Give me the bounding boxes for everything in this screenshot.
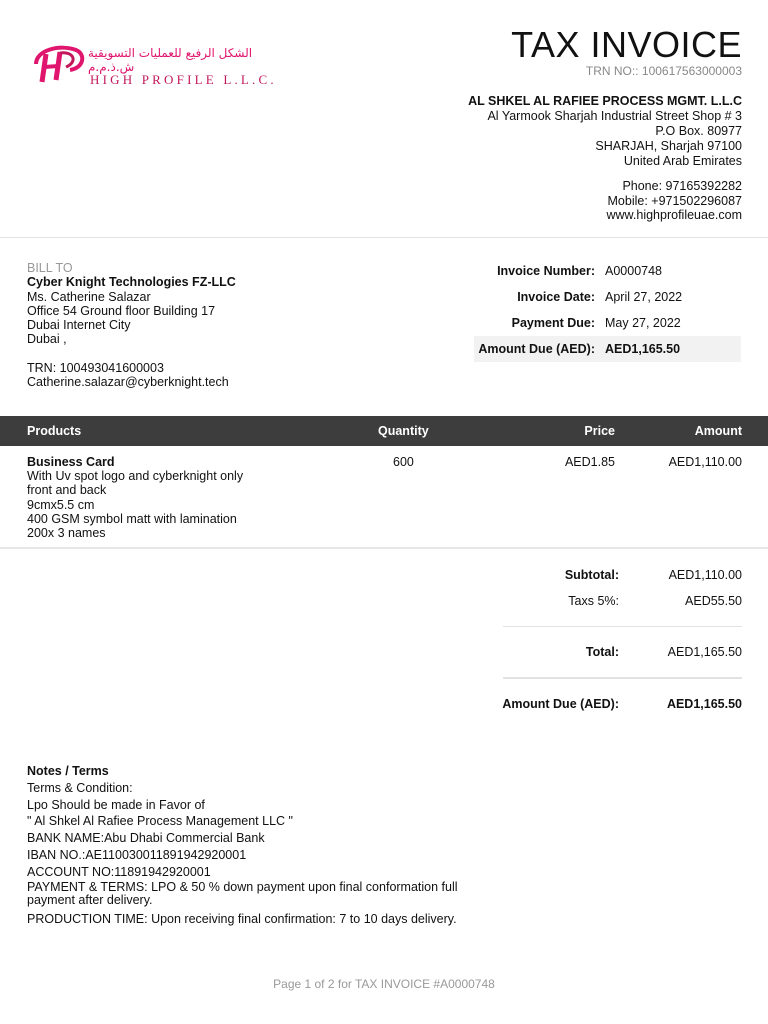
bill-to-line: Dubai Internet City <box>27 318 131 333</box>
product-description-line: 200x 3 names <box>27 526 106 541</box>
notes-line: ACCOUNT NO:11891942920001 <box>27 864 211 879</box>
bill-to-line: Office 54 Ground floor Building 17 <box>27 303 216 318</box>
tax-label: Taxs 5%: <box>568 594 619 608</box>
meta-label: Amount Due (AED): <box>478 342 595 356</box>
notes-line: Lpo Should be made in Favor of <box>27 797 205 812</box>
items-table-header <box>0 416 768 446</box>
notes-line: " Al Shkel Al Rafiee Process Management LLC " <box>27 814 293 829</box>
invoice-meta <box>474 258 741 362</box>
product-description-line: With Uv spot logo and cyberknight only <box>27 469 244 484</box>
company-contact <box>607 179 743 223</box>
notes-line: BANK NAME:Abu Dhabi Commercial Bank <box>27 831 265 846</box>
meta-value: AED1,165.50 <box>605 342 681 356</box>
header-divider <box>0 237 768 238</box>
notes-block <box>27 763 458 927</box>
bill-to-company: Cyber Knight Technologies FZ-LLC <box>27 275 236 290</box>
company-address-line: P.O Box. 80977 <box>655 124 742 138</box>
meta-value: May 27, 2022 <box>605 316 681 330</box>
total-label: Total: <box>585 645 619 659</box>
meta-value: April 27, 2022 <box>605 290 683 304</box>
meta-row-invoice-number <box>474 258 741 284</box>
company-phone: Phone: 97165392282 <box>622 179 742 193</box>
totals-divider <box>503 677 742 679</box>
bill-to-email: Catherine.salazar@cyberknight.tech <box>27 375 229 390</box>
company-logo <box>30 42 275 94</box>
company-name: AL SHKEL AL RAFIEE PROCESS MGMT. L.L.C <box>468 94 742 108</box>
tax-value: AED55.50 <box>685 594 742 608</box>
header-quantity: Quantity <box>378 424 429 438</box>
company-address-line: Al Yarmook Sharjah Industrial Street Shop # 3 <box>487 109 742 123</box>
meta-label: Payment Due: <box>511 316 595 330</box>
quantity-cell: 600 <box>393 455 414 469</box>
total-value: AED1,165.50 <box>667 645 742 659</box>
company-trn: TRN NO:: 100617563000003 <box>585 64 742 78</box>
company-mobile: Mobile: +971502296087 <box>607 193 742 208</box>
document-title: TAX INVOICE <box>511 24 742 65</box>
notes-line: PAYMENT & TERMS: LPO & 50 % down payment upon final conformation full <box>27 879 458 894</box>
bill-to-line: Ms. Catherine Salazar <box>27 289 151 304</box>
logo-arabic-text: الشكل الرفيع للعمليات التسويقية ش.ذ.م.م <box>88 46 253 74</box>
notes-line: PRODUCTION TIME: Upon receiving final confirmation: 7 to 10 days delivery. <box>27 911 457 926</box>
page-footer: Page 1 of 2 for TAX INVOICE #A0000748 <box>273 977 495 991</box>
product-cell <box>27 455 243 540</box>
logo-english-text: HIGH PROFILE L.L.C. <box>90 72 277 87</box>
meta-label: Invoice Number: <box>497 264 595 278</box>
bill-to-block <box>27 261 236 389</box>
meta-row-payment-due <box>474 310 741 336</box>
notes-line: IBAN NO.:AE110030011891942920001 <box>27 847 247 862</box>
amount-due-value: AED1,165.50 <box>666 697 742 711</box>
meta-value: A0000748 <box>605 264 663 278</box>
notes-title: Notes / Terms <box>27 764 109 778</box>
subtotal-label: Subtotal: <box>564 568 619 582</box>
amount-due-label: Amount Due (AED): <box>502 697 619 711</box>
product-description-line: 400 GSM symbol matt with lamination <box>27 511 237 526</box>
amount-cell: AED1,110.00 <box>668 455 742 469</box>
meta-row-invoice-date <box>474 284 741 310</box>
meta-label: Invoice Date: <box>517 290 595 304</box>
high-profile-logo-icon <box>30 42 90 86</box>
price-cell: AED1.85 <box>564 455 615 469</box>
bill-to-trn: TRN: 100493041600003 <box>27 360 164 375</box>
product-description-line: 9cmx5.5 cm <box>27 497 95 512</box>
totals-divider <box>503 626 742 627</box>
meta-row-amount-due <box>474 336 741 362</box>
notes-line: Terms & Condition: <box>27 780 133 795</box>
company-website: www.highprofileuae.com <box>606 208 742 222</box>
bill-to-label: BILL TO <box>27 261 73 275</box>
company-address-line: SHARJAH, Sharjah 97100 <box>595 139 742 153</box>
company-block <box>468 94 742 169</box>
product-description-line: front and back <box>27 483 107 498</box>
header-amount: Amount <box>694 424 742 438</box>
product-name: Business Card <box>27 455 115 469</box>
header-products: Products <box>27 424 82 438</box>
notes-line: payment after delivery. <box>27 892 153 907</box>
bill-to-line: Dubai , <box>27 332 67 347</box>
table-divider <box>0 547 768 549</box>
subtotal-value: AED1,110.00 <box>668 568 742 582</box>
header-price: Price <box>584 424 615 438</box>
company-address-line: United Arab Emirates <box>623 154 742 168</box>
